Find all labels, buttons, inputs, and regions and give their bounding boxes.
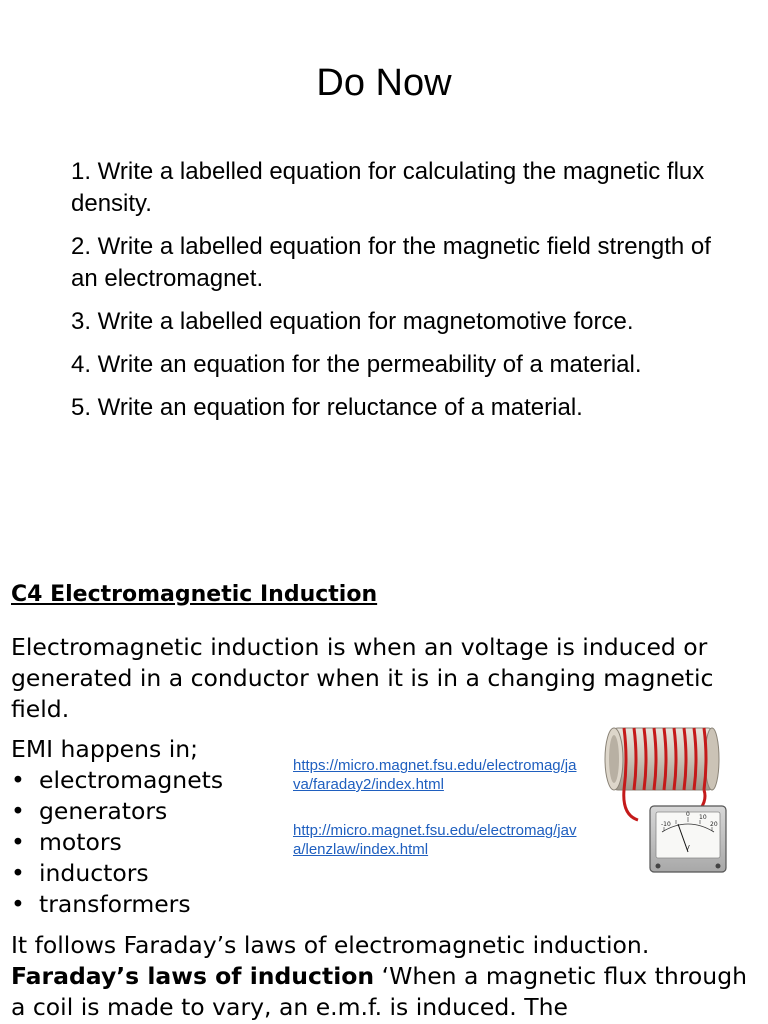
list-item-label: generators — [39, 797, 168, 825]
meter-scale-label: 0 — [686, 811, 690, 818]
faraday-line: It follows Faraday’s laws of electromagnetic induction. — [11, 931, 650, 959]
bullet: • — [11, 859, 25, 887]
faraday-simulation-link[interactable]: https://micro.magnet.fsu.edu/electromag/java/faraday2/index.html — [293, 757, 577, 793]
question-item: 4. Write an equation for the permeability of a material. — [71, 351, 642, 378]
meter-scale-label: -10 — [661, 821, 671, 828]
slide-title: Do Now — [316, 62, 452, 104]
faraday-law-label: Faraday’s laws of induction — [11, 962, 375, 990]
list-item-label: inductors — [39, 859, 149, 887]
meter-unit-label: V — [685, 844, 690, 852]
bullet: • — [11, 890, 25, 918]
intro-paragraph: Electromagnetic induction is when an voltage is induced or generated in a conductor when it is in a changing magnetic field. — [11, 633, 714, 723]
section-heading: C4 Electromagnetic Induction — [11, 582, 378, 607]
question-item: 1. Write a labelled equation for calculating the magnetic flux density. — [71, 158, 705, 217]
list-item-label: motors — [39, 828, 122, 856]
bullet: • — [11, 766, 25, 794]
coil-voltmeter-illustration — [598, 720, 728, 885]
faraday-law-text: ‘When a magnetic flux through a coil is made to vary, an e.m.f. is induced. The — [11, 962, 748, 1021]
question-item: 5. Write an equation for reluctance of a material. — [71, 394, 583, 421]
meter-scale-label: 20 — [710, 821, 718, 828]
list-item — [11, 796, 223, 827]
list-item-label: transformers — [39, 890, 191, 918]
meter-scale-label: 10 — [699, 814, 707, 821]
list-item — [11, 858, 223, 889]
induction-slide — [0, 570, 768, 1024]
question-item: 3. Write a labelled equation for magnetomotive force. — [71, 308, 634, 335]
list-item — [11, 765, 223, 796]
coil-and-voltmeter-image — [598, 720, 728, 885]
bullet: • — [11, 797, 25, 825]
lenz-law-simulation-link[interactable]: http://micro.magnet.fsu.edu/electromag/java/lenzlaw/index.html — [293, 822, 577, 858]
emi-list-title: EMI happens in; — [11, 735, 199, 763]
list-item-label: electromagnets — [39, 766, 224, 794]
bullet: • — [11, 828, 25, 856]
question-list — [71, 156, 711, 435]
question-item: 2. Write a labelled equation for the magnetic field strength of an electromagnet. — [71, 233, 711, 292]
emi-list — [11, 765, 223, 920]
list-item — [11, 889, 223, 920]
list-item — [11, 827, 223, 858]
faraday-paragraph — [11, 930, 761, 1023]
